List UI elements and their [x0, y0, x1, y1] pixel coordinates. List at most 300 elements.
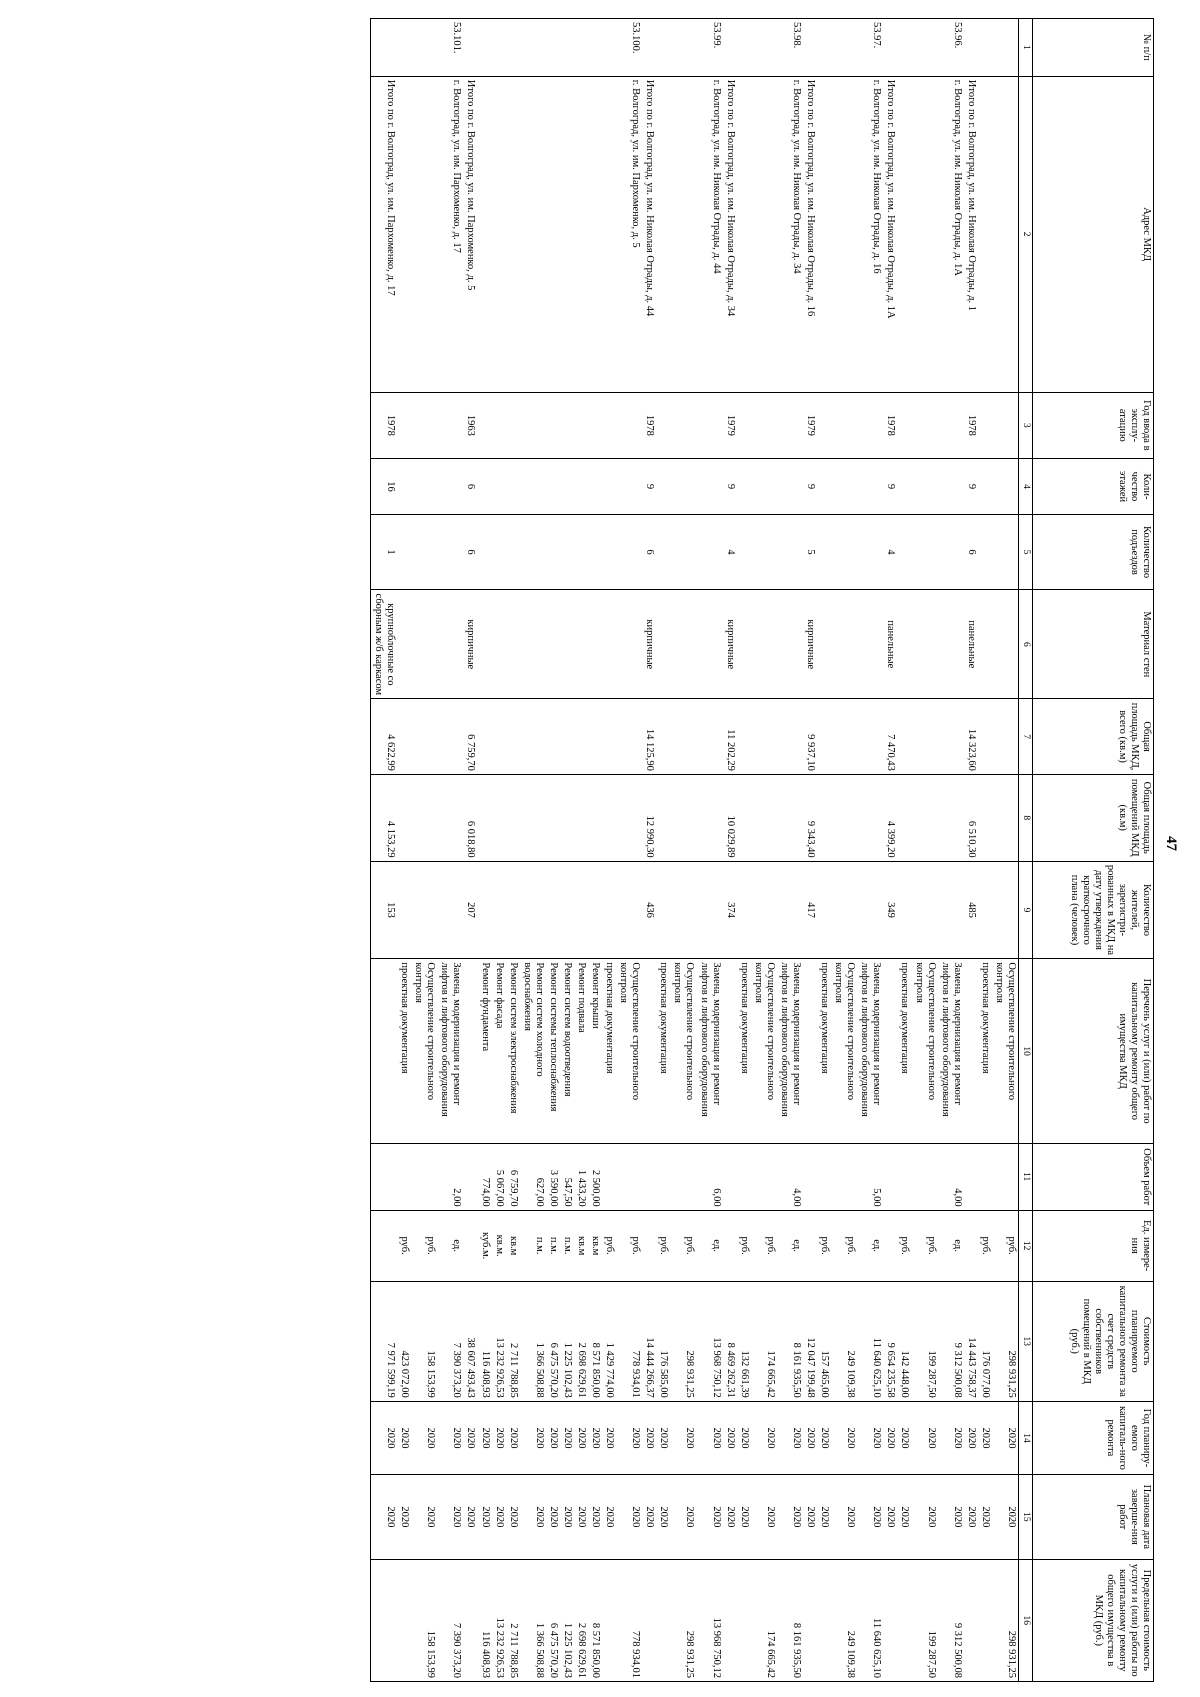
- table-cell: куб.м.: [478, 1210, 492, 1281]
- table-row: [478, 19, 492, 1682]
- table-cell: Осуществление строительного контроля: [670, 959, 696, 1144]
- table-cell: [777, 861, 803, 959]
- table-cell: [642, 19, 656, 77]
- column-number: 10: [1019, 959, 1033, 1144]
- table-cell: 298 931,25: [992, 1559, 1019, 1681]
- table-cell: [938, 514, 964, 590]
- table-cell: [397, 590, 411, 699]
- table-cell: 12 990,30: [642, 774, 656, 861]
- table-row: [642, 19, 656, 1682]
- table-cell: 2020: [751, 1475, 777, 1559]
- table-cell: 2020: [411, 1401, 437, 1474]
- table-cell: руб.: [817, 1210, 831, 1281]
- table-cell: 2020: [506, 1475, 520, 1559]
- table-cell: кв.м: [574, 1210, 588, 1281]
- table-cell: 2020: [492, 1475, 506, 1559]
- table-cell: 8 469 262,31: [723, 1281, 737, 1401]
- table-cell: [492, 459, 506, 515]
- table-cell: [602, 392, 616, 459]
- table-cell: [656, 459, 670, 515]
- table-cell: Ремонт систем холодного водоснабжения: [520, 959, 546, 1144]
- table-cell: [656, 699, 670, 775]
- table-cell: Итого по г. Волгоград, ул. им. Николая Отрады, д. 1: [964, 76, 978, 392]
- table-cell: Ремонт систем водоотведения: [560, 959, 574, 1144]
- table-cell: [574, 19, 588, 77]
- table-cell: 4: [723, 514, 737, 590]
- table-cell: [478, 76, 492, 392]
- table-row: [670, 19, 696, 1682]
- table-cell: [656, 861, 670, 959]
- table-cell: 7 390 373,20: [437, 1559, 463, 1681]
- table-cell: 14 323,60: [964, 699, 978, 775]
- table-cell: 2020: [964, 1475, 978, 1559]
- page-number: 47: [1163, 836, 1179, 851]
- table-cell: [992, 861, 1019, 959]
- table-cell: [463, 1559, 477, 1681]
- table-cell: [912, 19, 938, 77]
- table-cell: [751, 774, 777, 861]
- table-cell: Замена, модернизация и ремонт лифтов и лифтового оборудования: [857, 959, 883, 1144]
- table-cell: [737, 392, 751, 459]
- table-cell: [912, 590, 938, 699]
- table-cell: [978, 861, 992, 959]
- table-cell: [520, 590, 546, 699]
- column-header: Ед. измере-ния: [1033, 1210, 1154, 1281]
- table-cell: п.м.: [546, 1210, 560, 1281]
- table-cell: [978, 699, 992, 775]
- table-cell: [463, 19, 477, 77]
- column-header: Материал стен: [1033, 590, 1154, 699]
- table-cell: 142 448,00: [897, 1281, 911, 1401]
- table-cell: [520, 76, 546, 392]
- table-cell: [964, 1210, 978, 1281]
- table-cell: [588, 19, 602, 77]
- table-cell: [831, 76, 857, 392]
- table-cell: кирпичные: [642, 590, 656, 699]
- table-cell: [964, 1559, 978, 1681]
- table-cell: [777, 459, 803, 515]
- table-cell: 7 971 599,19: [371, 1281, 398, 1401]
- table-cell: 2020: [737, 1475, 751, 1559]
- table-cell: 3 590,00: [546, 1143, 560, 1210]
- table-cell: [656, 774, 670, 861]
- table-cell: проектная документация: [737, 959, 751, 1144]
- table-cell: кв.м: [506, 1210, 520, 1281]
- table-cell: 176 585,00: [656, 1281, 670, 1401]
- table-cell: Итого по г. Волгоград, ул. им. Николая Отрады, д. 34: [723, 76, 737, 392]
- table-cell: руб.: [616, 1210, 642, 1281]
- table-cell: [397, 459, 411, 515]
- table-cell: [478, 392, 492, 459]
- table-cell: 53.96.: [938, 19, 964, 77]
- table-cell: [602, 699, 616, 775]
- table-cell: [670, 392, 696, 459]
- capital-repair-table: [370, 18, 1154, 1682]
- table-cell: [723, 1143, 737, 1210]
- table-row: [588, 19, 602, 1682]
- table-cell: 14 444 266,37: [642, 1281, 656, 1401]
- table-cell: [397, 392, 411, 459]
- table-cell: 2020: [992, 1401, 1019, 1474]
- table-cell: [588, 459, 602, 515]
- table-cell: Итого по г. Волгоград, ул. им. Николая Отрады, д. 16: [803, 76, 817, 392]
- table-cell: 627,00: [520, 1143, 546, 1210]
- table-cell: [831, 774, 857, 861]
- table-cell: [978, 590, 992, 699]
- table-cell: кирпичные: [723, 590, 737, 699]
- table-cell: [897, 861, 911, 959]
- table-cell: 4: [883, 514, 897, 590]
- table-cell: 6,00: [697, 1143, 723, 1210]
- table-cell: Замена, модернизация и ремонт лифтов и лифтового оборудования: [437, 959, 463, 1144]
- column-header: Год планиру-емого капиталь-ного ремонта: [1033, 1401, 1154, 1474]
- table-cell: [897, 774, 911, 861]
- table-cell: [992, 1143, 1019, 1210]
- table-cell: 2020: [723, 1401, 737, 1474]
- table-cell: 4,00: [777, 1143, 803, 1210]
- table-cell: [506, 699, 520, 775]
- table-cell: 2020: [831, 1401, 857, 1474]
- table-cell: [492, 699, 506, 775]
- table-cell: [831, 1143, 857, 1210]
- table-cell: [803, 1559, 817, 1681]
- table-cell: кв.м.: [492, 1210, 506, 1281]
- table-row: [803, 19, 817, 1682]
- column-header: Год ввода в эксплу-атацию: [1033, 392, 1154, 459]
- table-cell: 2020: [803, 1401, 817, 1474]
- table-cell: 2020: [437, 1401, 463, 1474]
- table-cell: [831, 514, 857, 590]
- table-row: [616, 19, 642, 1682]
- column-header: Адрес МКД: [1033, 76, 1154, 392]
- table-cell: [411, 1143, 437, 1210]
- table-cell: 436: [642, 861, 656, 959]
- table-cell: 2020: [897, 1401, 911, 1474]
- table-cell: проектная документация: [897, 959, 911, 1144]
- table-cell: [602, 1559, 616, 1681]
- table-cell: 9: [723, 459, 737, 515]
- table-cell: [656, 1143, 670, 1210]
- table-cell: 199 287,50: [912, 1559, 938, 1681]
- table-cell: [897, 76, 911, 392]
- table-cell: [478, 699, 492, 775]
- table-cell: 158 153,99: [411, 1281, 437, 1401]
- table-cell: [397, 774, 411, 861]
- table-cell: 7 390 373,20: [437, 1281, 463, 1401]
- table-cell: [737, 1143, 751, 1210]
- table-cell: 298 931,25: [670, 1281, 696, 1401]
- table-cell: 2020: [492, 1401, 506, 1474]
- table-cell: [857, 699, 883, 775]
- table-cell: 1 433,20: [574, 1143, 588, 1210]
- table-cell: крупноблочные со сборным ж/б каркасом: [371, 590, 398, 699]
- column-header: Перечень услуг и (или) работ по капитальному ремонту общего имущества МКД: [1033, 959, 1154, 1144]
- table-cell: 2020: [656, 1475, 670, 1559]
- table-cell: [463, 1210, 477, 1281]
- table-cell: г. Волгоград, ул. им. Николая Отрады, д. 16: [857, 76, 883, 392]
- table-cell: Ремонт фундамента: [478, 959, 492, 1144]
- table-cell: [560, 392, 574, 459]
- table-cell: [938, 392, 964, 459]
- table-cell: 2020: [777, 1475, 803, 1559]
- table-cell: [642, 1559, 656, 1681]
- table-cell: проектная документация: [978, 959, 992, 1144]
- table-cell: [463, 959, 477, 1144]
- table-row: [546, 19, 560, 1682]
- column-number: 2: [1019, 76, 1033, 392]
- column-header: Количество жителей, зарегистри-рованных в МКД на дату утверждения краткосрочного плана (человек): [1033, 861, 1154, 959]
- table-cell: 5 067,00: [492, 1143, 506, 1210]
- table-cell: [411, 392, 437, 459]
- table-cell: [751, 590, 777, 699]
- table-cell: [520, 774, 546, 861]
- table-cell: [912, 459, 938, 515]
- table-cell: [670, 774, 696, 861]
- table-cell: 1978: [964, 392, 978, 459]
- table-cell: [397, 19, 411, 77]
- table-cell: 2020: [670, 1475, 696, 1559]
- table-cell: [992, 514, 1019, 590]
- table-cell: [546, 76, 560, 392]
- table-cell: 2020: [560, 1475, 574, 1559]
- table-cell: 9: [803, 459, 817, 515]
- column-number: 3: [1019, 392, 1033, 459]
- table-cell: [411, 699, 437, 775]
- table-cell: [723, 1559, 737, 1681]
- table-cell: [642, 1143, 656, 1210]
- table-cell: [737, 514, 751, 590]
- table-cell: [897, 590, 911, 699]
- table-cell: п.м.: [520, 1210, 546, 1281]
- table-cell: 132 661,39: [737, 1281, 751, 1401]
- header-row: [1033, 19, 1154, 1682]
- table-cell: [588, 590, 602, 699]
- table-cell: [411, 590, 437, 699]
- table-cell: [492, 19, 506, 77]
- table-cell: 174 665,42: [751, 1281, 777, 1401]
- table-cell: [803, 19, 817, 77]
- table-cell: 11 640 625,10: [857, 1281, 883, 1401]
- table-cell: [817, 590, 831, 699]
- column-header: Плановая дата заверше-ния работ: [1033, 1475, 1154, 1559]
- column-header: № п/п: [1033, 19, 1154, 77]
- table-row: [506, 19, 520, 1682]
- table-cell: 2020: [912, 1475, 938, 1559]
- table-cell: [883, 1210, 897, 1281]
- table-cell: [938, 861, 964, 959]
- table-cell: [670, 459, 696, 515]
- table-cell: 2020: [463, 1475, 477, 1559]
- table-cell: 6 475 570,20: [546, 1281, 560, 1401]
- table-cell: [737, 19, 751, 77]
- table-cell: 1: [371, 514, 398, 590]
- table-cell: [546, 699, 560, 775]
- table-cell: руб.: [670, 1210, 696, 1281]
- table-body: [371, 19, 1019, 1682]
- table-row: [602, 19, 616, 1682]
- table-cell: г. Волгоград, ул. им. Пархоменко, д. 5: [616, 76, 642, 392]
- table-cell: [656, 590, 670, 699]
- table-cell: [978, 392, 992, 459]
- table-cell: панельные: [964, 590, 978, 699]
- table-cell: 8 571 850,00: [588, 1559, 602, 1681]
- table-cell: [616, 392, 642, 459]
- table-row: [574, 19, 588, 1682]
- table-cell: 2 711 788,85: [506, 1281, 520, 1401]
- rotated-page: [3, 10, 1188, 1690]
- table-cell: [670, 76, 696, 392]
- table-cell: [478, 19, 492, 77]
- table-cell: [520, 19, 546, 77]
- table-cell: [697, 699, 723, 775]
- table-cell: 2020: [978, 1475, 992, 1559]
- table-cell: [670, 19, 696, 77]
- table-cell: 774,00: [478, 1143, 492, 1210]
- table-cell: 9 654 235,58: [883, 1281, 897, 1401]
- table-cell: 9 937,10: [803, 699, 817, 775]
- table-cell: [588, 392, 602, 459]
- table-cell: [777, 392, 803, 459]
- table-cell: 2020: [642, 1475, 656, 1559]
- table-cell: 38 607 493,43: [463, 1281, 477, 1401]
- table-cell: [751, 861, 777, 959]
- table-cell: [560, 699, 574, 775]
- table-cell: [912, 76, 938, 392]
- table-cell: 158 153,99: [411, 1559, 437, 1681]
- table-cell: [857, 590, 883, 699]
- table-row: [371, 19, 398, 1682]
- table-cell: 2 698 629,61: [574, 1559, 588, 1681]
- table-cell: [831, 861, 857, 959]
- table-cell: [883, 1559, 897, 1681]
- table-cell: 2020: [737, 1401, 751, 1474]
- table-cell: [492, 774, 506, 861]
- table-cell: [588, 699, 602, 775]
- table-cell: 298 931,25: [670, 1559, 696, 1681]
- table-cell: [642, 959, 656, 1144]
- table-cell: 4 153,29: [371, 774, 398, 861]
- table-cell: ед.: [938, 1210, 964, 1281]
- table-cell: Ремонт крыши: [588, 959, 602, 1144]
- table-cell: г. Волгоград, ул. им. Пархоменко, д. 17: [437, 76, 463, 392]
- table-cell: [817, 1559, 831, 1681]
- table-cell: [437, 861, 463, 959]
- table-cell: [697, 861, 723, 959]
- table-cell: [546, 774, 560, 861]
- table-cell: [817, 19, 831, 77]
- table-cell: [602, 459, 616, 515]
- table-cell: 9 312 500,08: [938, 1559, 964, 1681]
- table-cell: [803, 1210, 817, 1281]
- table-cell: 778 934,01: [616, 1559, 642, 1681]
- table-cell: руб.: [602, 1210, 616, 1281]
- table-cell: Замена, модернизация и ремонт лифтов и лифтового оборудования: [938, 959, 964, 1144]
- table-cell: 2020: [602, 1475, 616, 1559]
- table-cell: [437, 514, 463, 590]
- table-cell: 4 622,99: [371, 699, 398, 775]
- table-cell: [478, 514, 492, 590]
- table-cell: ед.: [857, 1210, 883, 1281]
- column-number: 11: [1019, 1143, 1033, 1210]
- table-cell: 2020: [574, 1475, 588, 1559]
- table-cell: [437, 699, 463, 775]
- table-cell: [602, 861, 616, 959]
- table-cell: 2020: [478, 1475, 492, 1559]
- table-cell: 9: [964, 459, 978, 515]
- table-cell: 2020: [463, 1401, 477, 1474]
- column-number: 5: [1019, 514, 1033, 590]
- table-cell: 2020: [938, 1475, 964, 1559]
- table-cell: [492, 514, 506, 590]
- table-cell: 1 225 102,43: [560, 1281, 574, 1401]
- table-cell: ед.: [697, 1210, 723, 1281]
- table-cell: [616, 699, 642, 775]
- table-cell: кирпичные: [463, 590, 477, 699]
- table-cell: [492, 590, 506, 699]
- table-cell: 349: [883, 861, 897, 959]
- table-cell: [602, 774, 616, 861]
- table-cell: 53.101.: [437, 19, 463, 77]
- table-row: [912, 19, 938, 1682]
- table-cell: 1 225 102,43: [560, 1559, 574, 1681]
- table-cell: г. Волгоград, ул. им. Николая Отрады, д. 34: [777, 76, 803, 392]
- table-cell: [560, 514, 574, 590]
- table-cell: 12 047 199,48: [803, 1281, 817, 1401]
- table-row: [437, 19, 463, 1682]
- table-cell: 6: [463, 514, 477, 590]
- column-number: 13: [1019, 1281, 1033, 1401]
- table-cell: [978, 1559, 992, 1681]
- table-cell: 207: [463, 861, 477, 959]
- table-cell: Итого по г. Волгоград, ул. им. Пархоменко, д. 17: [371, 76, 398, 392]
- table-cell: [492, 392, 506, 459]
- table-cell: 6 510,30: [964, 774, 978, 861]
- table-cell: 116 408,93: [478, 1559, 492, 1681]
- table-cell: Ремонт фасада: [492, 959, 506, 1144]
- table-cell: [751, 19, 777, 77]
- table-cell: [670, 514, 696, 590]
- table-row: [560, 19, 574, 1682]
- table-cell: [371, 19, 398, 77]
- table-cell: проектная документация: [656, 959, 670, 1144]
- table-cell: 116 408,93: [478, 1281, 492, 1401]
- table-cell: [857, 514, 883, 590]
- table-cell: 1 366 508,88: [520, 1559, 546, 1681]
- table-cell: [560, 590, 574, 699]
- table-cell: [616, 459, 642, 515]
- table-row: [777, 19, 803, 1682]
- table-cell: [817, 514, 831, 590]
- table-row: [751, 19, 777, 1682]
- table-cell: Осуществление строительного контроля: [616, 959, 642, 1144]
- table-cell: 2020: [992, 1475, 1019, 1559]
- table-cell: [751, 699, 777, 775]
- table-cell: [506, 774, 520, 861]
- table-cell: 4 399,20: [883, 774, 897, 861]
- table-cell: [397, 861, 411, 959]
- table-row: [411, 19, 437, 1682]
- table-cell: Итого по г. Волгоград, ул. им. Пархоменко, д. 5: [463, 76, 477, 392]
- table-cell: 53.98.: [777, 19, 803, 77]
- table-cell: [697, 590, 723, 699]
- table-cell: [616, 861, 642, 959]
- table-cell: [588, 861, 602, 959]
- table-cell: [992, 590, 1019, 699]
- table-cell: [642, 1210, 656, 1281]
- table-cell: 4,00: [938, 1143, 964, 1210]
- table-cell: 176 077,00: [978, 1281, 992, 1401]
- table-row: [992, 19, 1019, 1682]
